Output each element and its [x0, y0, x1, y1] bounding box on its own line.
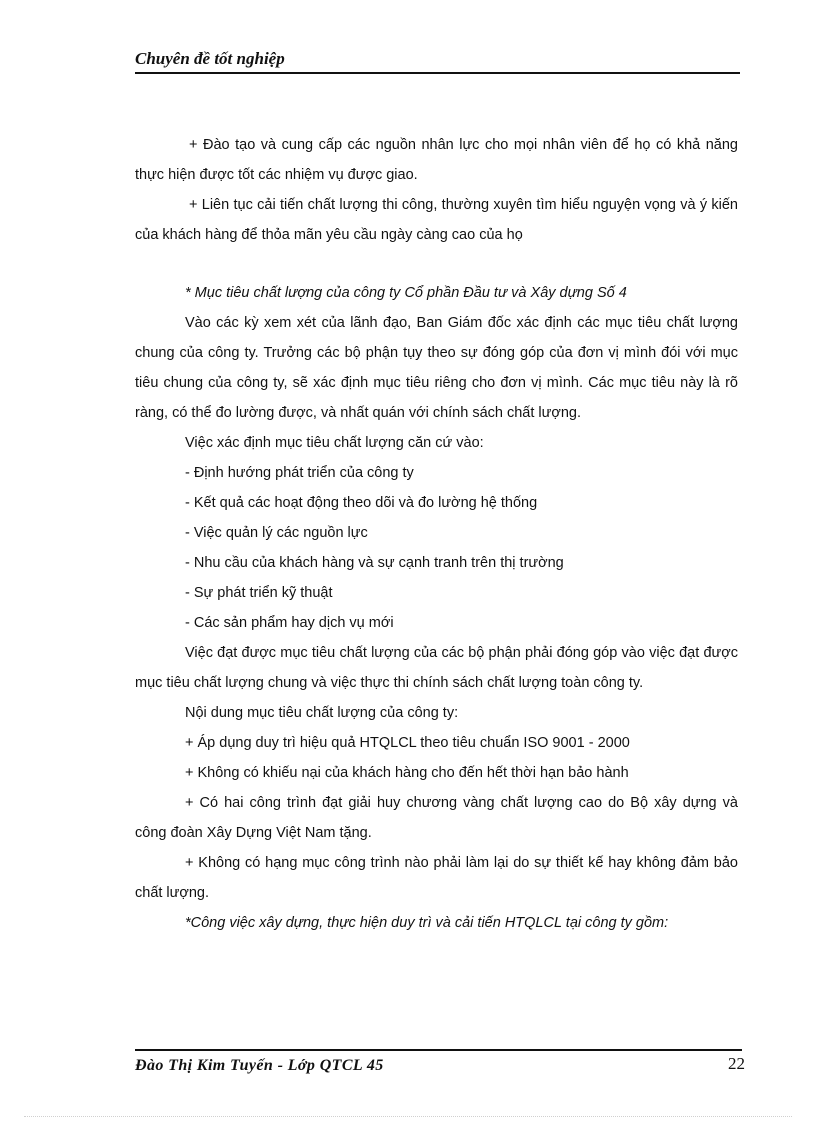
header-title: Chuyên đề tốt nghiệp [135, 49, 285, 68]
paragraph-improvement: + Liên tục cải tiến chất lượng thi công, thường xuyên tìm hiểu nguyện vọng và ý kiến của khách hàng để thỏa mãn yêu cầu ngày càng cao của họ [135, 197, 738, 243]
goal-item: + Có hai công trình đạt giải huy chương vàng chất lượng cao do Bộ xây dựng và công đoàn Xây Dựng Việt Nam tặng. [135, 795, 738, 841]
goal-item: + Không có hạng mục công trình nào phải làm lại do sự thiết kế hay không đảm bảo chất lượng. [135, 855, 738, 901]
paragraph-review: Vào các kỳ xem xét của lãnh đạo, Ban Giám đốc xác định các mục tiêu chất lượng chung của công ty. Trưởng các bộ phận tụy theo sự đóng góp của đơn vị mình đói với mục tiêu chung của công ty, sẽ xác định mục tiêu riêng cho đơn vị mình. Các mục tiêu này là rõ ràng, có thể đo lường được, và nhất quán với chính sách chất lượng. [135, 315, 738, 421]
section-heading-work: *Công việc xây dựng, thực hiện duy trì và cải tiến HTQLCL tại công ty gồm: [185, 915, 669, 931]
list-item: - Kết quả các hoạt động theo dõi và đo lường hệ thống [185, 495, 538, 511]
list-item: - Nhu cầu của khách hàng và sự cạnh tranh trên thị trường [185, 555, 564, 571]
list-item: - Sự phát triển kỹ thuật [185, 585, 333, 601]
page-header [135, 48, 740, 74]
section-heading-quality-objectives: * Mục tiêu chất lượng của công ty Cổ phần Đầu tư và Xây dựng Số 4 [185, 285, 627, 301]
list-item: - Việc quản lý các nguồn lực [185, 525, 368, 541]
list-item: - Các sản phẩm hay dịch vụ mới [185, 615, 394, 631]
footer-author: Đào Thị Kim Tuyến - Lớp QTCL 45 [135, 1057, 384, 1074]
spacer [135, 250, 738, 278]
goal-item: + Không có khiếu nại của khách hàng cho đến hết thời hạn bảo hành [185, 765, 629, 781]
page-number: 22 [728, 1054, 745, 1073]
footer-divider [135, 1049, 742, 1051]
list-item: - Định hướng phát triển của công ty [185, 465, 414, 481]
paragraph-training: + Đào tạo và cung cấp các nguồn nhân lực cho mọi nhân viên để họ có khả năng thực hiện được tốt các nhiệm vụ được giao. [135, 137, 738, 183]
paragraph-content-intro: Nội dung mục tiêu chất lượng của công ty: [185, 705, 459, 721]
page-content [135, 130, 738, 938]
page-bottom-border [24, 1116, 792, 1117]
goal-item: + Áp dụng duy trì hiệu quả HTQLCL theo tiêu chuẩn ISO 9001 - 2000 [185, 735, 630, 751]
paragraph-bases-intro: Việc xác định mục tiêu chất lượng căn cứ vào: [185, 435, 484, 451]
paragraph-achievement: Việc đạt được mục tiêu chất lượng của các bộ phận phải đóng góp vào việc đạt được mục tiêu chất lượng chung và việc thực thi chính sách chất lượng toàn công ty. [135, 645, 738, 691]
